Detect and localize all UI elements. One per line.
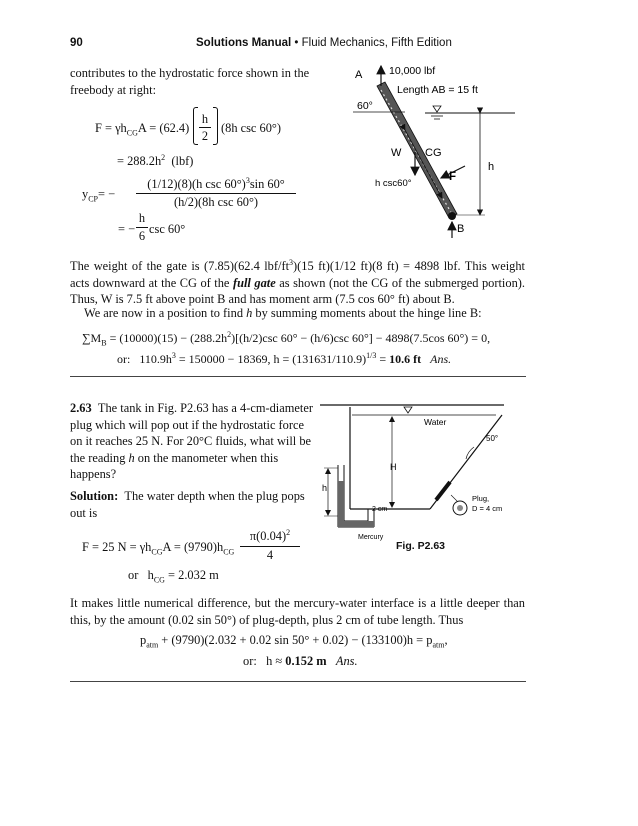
moments-text: We are now in a position to find — [84, 306, 247, 320]
label-angle: 60° — [357, 100, 373, 112]
section-divider — [70, 681, 526, 682]
eq4-tail: csc 60° — [149, 222, 186, 236]
final-a: 110.9h — [139, 352, 172, 366]
hcg-result — [128, 568, 219, 584]
eq1-lhs: F = γh — [95, 121, 127, 135]
frac-line — [136, 227, 148, 228]
label-small-h: h — [322, 483, 328, 493]
weight-text-2: )(15 ft)(1/12 ft)(8 ft) = 4898 lbf. This weight acts downward at the CG of the — [70, 259, 525, 290]
label-w: W — [391, 147, 402, 159]
sum-sup: 2 — [227, 330, 232, 339]
moments-text-2: by summing moments about the hinge line B: — [252, 306, 482, 320]
eq3-num: (1/12)(8)(h csc 60°) — [147, 177, 246, 192]
ans-tag: Ans. — [430, 352, 452, 366]
label-plug-d: D = 4 cm — [472, 504, 503, 513]
header-bullet: • — [294, 37, 299, 49]
p2-eq2-a: h — [147, 568, 154, 582]
sum-b: = (10000)(15) − (288.2h — [106, 331, 228, 345]
p2-or2: or: — [243, 654, 257, 668]
water-surface-icon — [433, 106, 441, 112]
label-big-h: H — [390, 462, 397, 472]
label-length: Length AB = 15 ft — [397, 84, 478, 96]
eq1-frac-den: 2 — [201, 129, 209, 143]
problem-var: h — [128, 450, 135, 465]
label-plug: Plug, — [472, 494, 490, 503]
note-paragraph: It makes little numerical difference, but the mercury-water interface is a little deeper than this, by the amount (0.02 sin 50°) of plug-depth, plus 2 cm of tube length. Thus — [70, 596, 525, 627]
eq3-num-sup: 3 — [245, 176, 250, 185]
or-label: or: — [117, 352, 131, 366]
plug-eq-numerator — [240, 528, 300, 544]
water-surface-icon — [404, 407, 412, 413]
book-title: Solutions Manual — [196, 37, 292, 49]
eq4-num: h — [138, 211, 146, 225]
p2-final-answer: 0.152 m — [285, 654, 327, 668]
moments-var: h — [246, 306, 253, 320]
weight-em: full gate — [232, 275, 276, 290]
eq3-num-tail: sin 60° — [249, 177, 285, 192]
eq1-mid: A = (62.4) — [137, 121, 190, 135]
problem-text: The tank in Fig. P2.63 has a 4-cm-diameter plug which will pop out if the hydrostatic force on it reaches 25 N. For 20°C fluids, what will be the reading — [70, 401, 313, 465]
tank-manometer-diagram — [316, 395, 531, 557]
p2-eq1-den: 4 — [266, 548, 274, 562]
patm-a: p — [140, 633, 147, 647]
moments-paragraph — [70, 305, 525, 322]
patm-c: , — [444, 633, 448, 647]
eq1-frac-num: h — [201, 112, 209, 126]
p2-eq2-b: = 2.032 m — [164, 568, 219, 582]
gate-freebody-diagram — [345, 60, 545, 240]
problem-number: 2.63 — [70, 401, 92, 415]
force-equation — [95, 121, 189, 137]
gate-plate — [377, 82, 457, 218]
weight-paragraph — [70, 255, 525, 308]
force-result — [117, 153, 193, 169]
eq1-sub: CG — [126, 128, 138, 138]
weight-text: The weight of the gate is (7.85)(62.4 lbf/ft — [70, 259, 290, 274]
eq3-sub: CP — [88, 194, 98, 204]
hinge-b-icon — [448, 212, 456, 220]
p2-eq1-sub: CG — [151, 547, 163, 557]
final-sup-2: 1/3 — [366, 351, 377, 360]
solution-intro — [70, 488, 315, 521]
p2-eq1-num: π(0.04) — [249, 529, 287, 544]
label-water: Water — [424, 417, 447, 427]
sum-a: ∑M — [82, 331, 102, 345]
eq2-unit: (lbf) — [171, 154, 194, 169]
label-h: h — [488, 161, 495, 173]
final-equation-2 — [243, 654, 358, 669]
running-header — [196, 37, 452, 49]
final-b: = 150000 − 18369, h = (131631/110.9) — [175, 352, 367, 366]
intro-paragraph: contributes to the hydrostatic force shown in the freebody at right: — [70, 66, 310, 97]
book-edition: Fluid Mechanics, Fifth Edition — [301, 37, 452, 49]
section-divider — [70, 376, 526, 377]
p2-final-a: h ≈ — [266, 654, 286, 668]
eq2-sup: 2 — [161, 153, 166, 162]
page-number: 90 — [70, 37, 83, 49]
p2-eq2-sub: CG — [153, 575, 165, 585]
p2-or: or — [128, 568, 139, 582]
frac-line — [136, 193, 296, 194]
eq3-denominator: (h/2)(8h csc 60°) — [173, 195, 259, 209]
eq1-rhs: (8h csc 60°) — [221, 121, 282, 135]
sum-sub: B — [101, 338, 107, 348]
label-two-cm: 2 cm — [372, 506, 388, 513]
solution-label: Solution: — [70, 489, 119, 503]
label-cg: CG — [425, 147, 442, 159]
solution-text: The water depth when the plug pops out is — [70, 489, 305, 520]
patm-sub: atm — [146, 640, 159, 650]
eq4-den: 6 — [138, 229, 146, 243]
moment-equation — [82, 330, 490, 347]
problem-statement — [70, 400, 315, 483]
label-mercury: Mercury — [358, 534, 384, 541]
patm-sub-2: atm — [432, 640, 445, 650]
paren-right — [213, 107, 218, 145]
ycp-label — [82, 187, 115, 203]
p2-eq1-b: A = (9790)h — [162, 540, 224, 554]
eq3-lhs: y — [82, 187, 89, 201]
eq2-value: = 288.2h — [117, 154, 162, 169]
label-a: A — [355, 69, 363, 81]
mercury-column — [338, 481, 344, 527]
sum-c: )[(h/2)csc 60° − (h/6)csc 60°] − 4898(7.5cos 60°) = 0, — [231, 331, 491, 345]
patm-b: + (9790)(2.032 + 0.02 sin 50° + 0.02) − (133100)h = p — [158, 633, 433, 647]
frac-line — [240, 546, 300, 547]
p2-ans-tag: Ans. — [335, 654, 358, 668]
label-f: F — [449, 171, 457, 183]
label-angle: 50° — [486, 434, 499, 443]
label-b: B — [457, 223, 465, 235]
frac-line — [199, 127, 211, 128]
plug — [436, 482, 450, 500]
label-force: 10,000 lbf — [389, 65, 436, 77]
label-hcsc: h csc60° — [375, 178, 412, 189]
p2-eq1-num-sup: 2 — [286, 528, 291, 537]
pressure-equation — [140, 633, 448, 649]
eq4-eq: = − — [118, 222, 136, 236]
weight-text-3: as shown (not the CG of the submerged portion). Thus, W is 7.5 ft above point B and has moment arm (7.5 cos 60° ft) about B. — [70, 275, 525, 307]
p2-eq1-a: F = 25 N = γh — [82, 540, 152, 554]
problem-text-2: on the manometer when this happens? — [70, 450, 279, 481]
eq3-eq: = − — [98, 187, 116, 201]
final-sup: 3 — [171, 351, 176, 360]
final-answer: 10.6 ft — [389, 352, 422, 366]
p2-eq1-sub2: CG — [223, 547, 235, 557]
final-c: = — [376, 352, 390, 366]
eq3-numerator — [136, 176, 296, 192]
figure-caption: Fig. P2.63 — [396, 540, 446, 552]
paren-left — [193, 107, 198, 145]
plug-force-equation — [82, 540, 234, 556]
final-equation-1 — [117, 351, 451, 367]
weight-sup: 3 — [289, 258, 294, 267]
